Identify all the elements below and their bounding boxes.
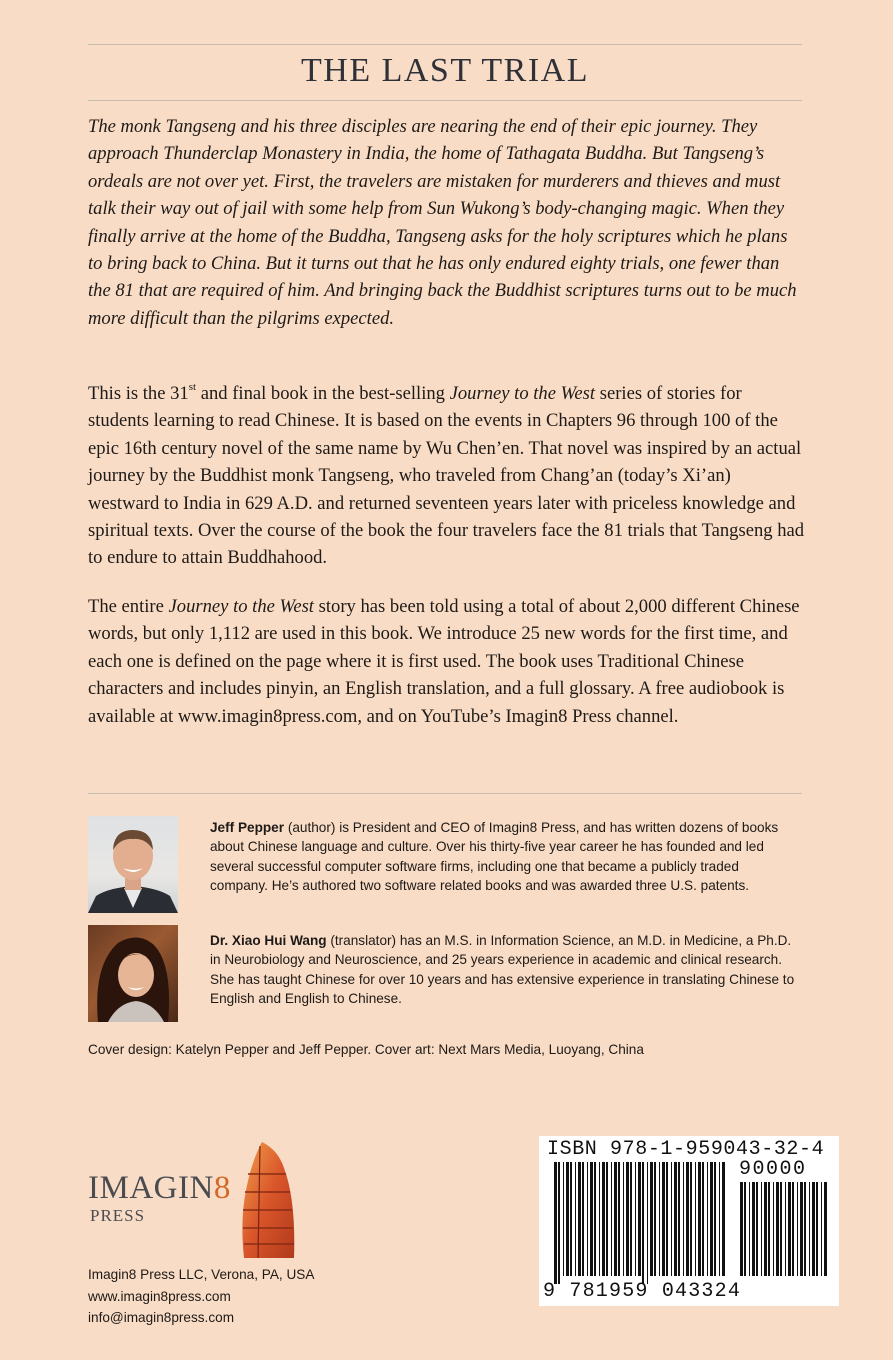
barcode-bar	[780, 1182, 782, 1276]
barcode-bar	[744, 1182, 746, 1276]
barcode-bar	[630, 1162, 632, 1276]
barcode-bar	[714, 1162, 716, 1276]
barcode-bar	[749, 1182, 750, 1276]
publisher-website: www.imagin8press.com	[88, 1288, 231, 1304]
barcode-bar	[824, 1182, 827, 1276]
barcode-bar	[695, 1162, 696, 1276]
barcode-bar	[722, 1162, 725, 1276]
barcode-bar	[558, 1162, 560, 1284]
barcode-bar	[662, 1162, 665, 1276]
barcode-bar	[590, 1162, 593, 1276]
barcode-bar	[683, 1162, 684, 1276]
translator-bio: Dr. Xiao Hui Wang (translator) has an M.S. in Information Science, an M.D. in Medicine, a Ph.D. in Neurobiology and Neuroscience, and 25 years experience in academic and clinical research. She has taught Chinese for over 10 years and has extensive experience in translating Chinese to English and English to Chinese.	[210, 933, 795, 1007]
barcode-main-bars	[553, 1162, 725, 1284]
isbn-barcode	[539, 1136, 839, 1306]
barcode-bar	[575, 1162, 576, 1276]
price-addon-number: 90000	[739, 1158, 807, 1181]
barcode-bar	[554, 1162, 557, 1284]
barcode-bar	[563, 1162, 564, 1276]
author-name: Jeff Pepper	[210, 820, 285, 835]
barcode-bar	[674, 1162, 677, 1276]
barcode-bar	[698, 1162, 701, 1276]
author-bio: Jeff Pepper (author) is President and CEO of Imagin8 Press, and has written dozens of books about Chinese language and culture. Over his thirty-five year career he has founded and led several successful computer software firms, including one that became a publicly traded company. He’s authored two software related books and was awarded three U.S. patents.	[210, 820, 779, 894]
barcode-bar	[602, 1162, 605, 1276]
barcode-bar	[785, 1182, 786, 1276]
barcode-bar	[666, 1162, 668, 1276]
barcode-bar	[702, 1162, 704, 1276]
ean-number: 9 781959 043324	[543, 1280, 742, 1303]
ordinal-suffix: st	[188, 380, 197, 393]
barcode-bar	[635, 1162, 636, 1276]
barcode-bar	[710, 1162, 713, 1276]
top-rule	[88, 44, 802, 45]
logo-press-label: PRESS	[90, 1206, 146, 1225]
publisher-address: Imagin8 Press LLC, Verona, PA, USA	[88, 1267, 315, 1282]
barcode-bar	[707, 1162, 708, 1276]
barcode-bar	[650, 1162, 653, 1276]
barcode-bar	[809, 1182, 810, 1276]
barcode-bar	[740, 1182, 743, 1276]
translator-photo	[88, 925, 178, 1022]
barcode-bar	[599, 1162, 600, 1276]
barcode-bar	[764, 1182, 767, 1276]
series-title: Journey to the West	[449, 383, 596, 404]
barcode-bar	[678, 1162, 680, 1276]
series-paragraph: This is the 31st and final book in the best-selling Journey to the West series of stories for students learning to read Chinese. It is based on the events in Chapters 96 through 100 of the epic 16th century novel of the same name by Wu Chen’en. That novel was inspired by an actual journey by the Buddhist monk Tangseng, who traveled from Chang’an (today’s Xi’an) westward to India in 629 A.D. and returned seventeen years later with priceless knowledge and spiritual texts. Over the course of the book the four travelers face the 81 trials that Tangseng had to endure to attain Buddhahood.	[88, 380, 805, 569]
cover-credits: Cover design: Katelyn Pepper and Jeff Pepper. Cover art: Next Mars Media, Luoyang, China	[88, 1042, 644, 1057]
barcode-bar	[812, 1182, 815, 1276]
imagin8-press-logo	[88, 1140, 308, 1262]
barcode-bar	[797, 1182, 798, 1276]
barcode-bar	[671, 1162, 672, 1276]
publisher-email: info@imagin8press.com	[88, 1310, 235, 1325]
logo-wordmark: IMAGIN8	[88, 1170, 231, 1206]
barcode-bar	[756, 1182, 758, 1276]
barcode-bar	[719, 1162, 720, 1276]
isbn-number: ISBN 978-1-959043-32-4	[547, 1138, 825, 1161]
barcode-bar	[618, 1162, 620, 1276]
bio-rule	[88, 793, 802, 794]
barcode-bar	[623, 1162, 624, 1276]
series-title: Journey to the West	[168, 596, 314, 617]
barcode-bar	[768, 1182, 770, 1276]
barcode-bar	[566, 1162, 569, 1276]
translator-name: Dr. Xiao Hui Wang	[210, 933, 327, 948]
barcode-bar	[647, 1162, 648, 1284]
barcode-bar	[659, 1162, 660, 1276]
barcode-bar	[792, 1182, 794, 1276]
barcode-bar	[578, 1162, 581, 1276]
title-rule	[88, 100, 802, 101]
barcode-bar	[752, 1182, 755, 1276]
barcode-bar	[686, 1162, 689, 1276]
publisher-info	[88, 1264, 314, 1329]
vocabulary-paragraph: The entire Journey to the West story has been told using a total of about 2,000 different Chinese words, but only 1,112 are used in this book. We introduce 25 new words for the first time, and each one is defined on the page where it is first used. The book uses Traditional Chinese characters and includes pinyin, an English translation, and a full glossary. A free audiobook is available at www.imagin8press.com, and on YouTube’s Imagin8 Press channel.	[88, 596, 800, 727]
book-title: THE LAST TRIAL	[301, 52, 589, 89]
barcode-addon-bars	[739, 1182, 829, 1284]
synopsis-paragraph: The monk Tangseng and his three disciples are nearing the end of their epic journey. They approach Thunderclap Monastery in India, the home of Tathagata Buddha. But Tangseng’s ordeals are not over yet. First, the travelers are mistaken for murderers and thieves and must talk their way out of jail with some help from Sun Wukong’s body-changing magic. When they finally arrive at the home of the Buddha, Tangseng asks for the holy scriptures which he plans to bring back to China. But it turns out that he has only endured eighty trials, one fewer than the 81 that are required of him. And bringing back the Buddhist scriptures turns out to be much more difficult than the pilgrims expected.	[88, 116, 797, 329]
barcode-bar	[690, 1162, 692, 1276]
barcode-bar	[642, 1162, 644, 1284]
author-photo	[88, 816, 178, 913]
barcode-bar	[776, 1182, 779, 1276]
barcode-bar	[800, 1182, 803, 1276]
barcode-bar	[582, 1162, 584, 1276]
barcode-bar	[594, 1162, 596, 1276]
barcode-bar	[804, 1182, 806, 1276]
barcode-bar	[761, 1182, 762, 1276]
barcode-bar	[816, 1182, 818, 1276]
barcode-bar	[587, 1162, 588, 1276]
barcode-bar	[773, 1182, 774, 1276]
barcode-bar	[626, 1162, 629, 1276]
barcode-bar	[570, 1162, 572, 1276]
barcode-bar	[821, 1182, 822, 1276]
barcode-bar	[654, 1162, 656, 1276]
barcode-bar	[788, 1182, 791, 1276]
barcode-bar	[638, 1162, 641, 1276]
barcode-bar	[611, 1162, 612, 1276]
barcode-bar	[614, 1162, 617, 1276]
junk-sail-icon	[238, 1140, 300, 1260]
barcode-bar	[606, 1162, 608, 1276]
